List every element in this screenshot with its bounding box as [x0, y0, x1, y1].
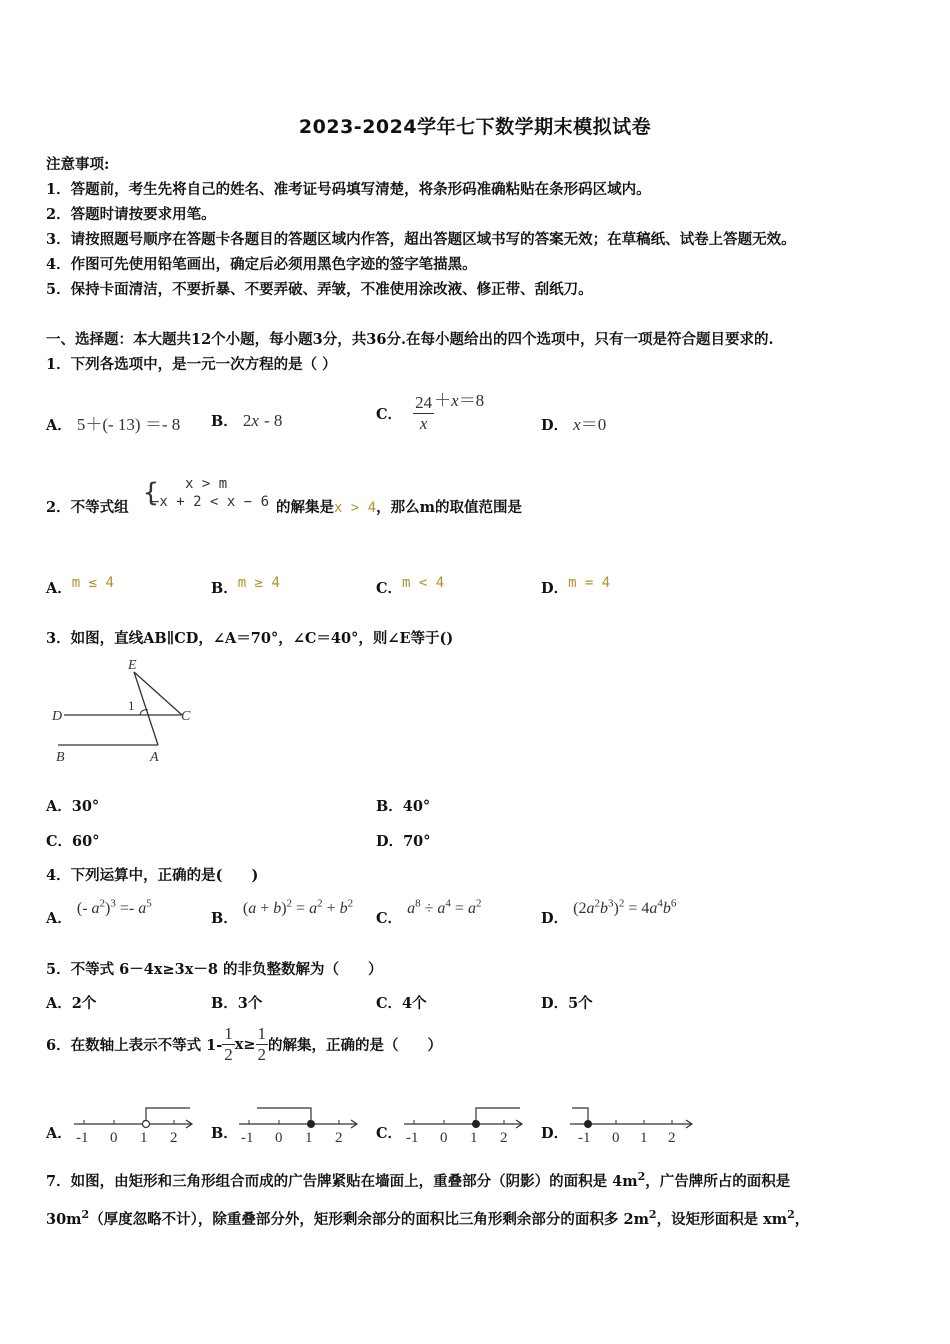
q2-prefix: 2．不等式组 — [46, 499, 129, 516]
q3-option-b[interactable]: B．40° — [376, 798, 431, 815]
tick-label: 0 — [275, 1130, 283, 1146]
q4-option-c[interactable] — [376, 898, 481, 928]
q1-option-b[interactable] — [211, 410, 282, 431]
q1-a-expr: 5＋(- 13) ＝- 8 — [76, 415, 181, 434]
q3-figure — [46, 656, 206, 768]
q6-label-d[interactable]: D． — [541, 1125, 569, 1142]
q2-condition: x > 4 — [334, 500, 377, 516]
q2-line2: −x + 2 < x − 6 — [151, 494, 270, 510]
tick-label: -1 — [406, 1130, 419, 1146]
tick-label: 1 — [640, 1130, 648, 1146]
option-label: D． — [541, 417, 569, 434]
tick-label: 2 — [170, 1130, 178, 1146]
q2-middle — [276, 496, 522, 517]
tick-label: -1 — [578, 1130, 591, 1146]
q6-mid: x≥ — [234, 1036, 256, 1053]
q2-option-c[interactable] — [376, 572, 444, 598]
option-label: C． — [376, 910, 403, 927]
q1-b-coef: 2 — [242, 411, 252, 430]
q1-d-var: x — [573, 415, 581, 434]
q1-c-var: x — [451, 391, 459, 410]
q7-sup: 2 — [648, 1208, 657, 1222]
q6-numberline-a[interactable] — [70, 1100, 196, 1146]
tick-label: 1 — [470, 1130, 478, 1146]
q4-option-b[interactable] — [211, 898, 353, 928]
q6-label-a[interactable]: A． — [46, 1125, 72, 1142]
option-label: C． — [376, 580, 403, 597]
q4-b-expr: $(a + b)^2 = a^2 + b^2$ — [242, 897, 354, 917]
q4-stem: 4．下列运算中，正确的是( ) — [46, 867, 259, 884]
q1-option-d[interactable] — [541, 410, 606, 435]
q6-label-c[interactable]: C． — [376, 1125, 403, 1142]
q2-option-b[interactable] — [211, 572, 280, 598]
q1-c-eq: ＝8 — [458, 391, 485, 410]
closed-point — [308, 1121, 315, 1128]
option-label: C． — [376, 406, 403, 423]
q7-text: 30m — [46, 1211, 82, 1228]
q6-fraction-2 — [256, 1024, 269, 1065]
q6-label-b[interactable]: B． — [211, 1125, 238, 1142]
option-label: A． — [46, 417, 72, 434]
q7-sup: 2 — [637, 1170, 646, 1184]
q1-b-rest: - 8 — [264, 411, 283, 430]
q2-c: m < 4 — [402, 575, 445, 591]
option-label: D． — [541, 910, 569, 927]
label-c: C — [181, 709, 191, 724]
tick-label: -1 — [241, 1130, 254, 1146]
notes-heading: 注意事项: — [46, 156, 110, 173]
q1-c-plus: ＋ — [434, 391, 452, 410]
solution-ray — [146, 1108, 190, 1120]
closed-point — [473, 1121, 480, 1128]
tick-label: 1 — [140, 1130, 148, 1146]
note-item: 1．答题前，考生先将自己的姓名、准考证号码填写清楚，将条形码准确粘贴在条形码区域内。 — [46, 181, 651, 198]
tick-label: 2 — [335, 1130, 343, 1146]
q6-fraction — [222, 1024, 235, 1065]
q2-a: m ≤ 4 — [71, 575, 114, 591]
q7-sup: 2 — [81, 1208, 90, 1222]
q1-c-den: x — [419, 414, 428, 433]
q4-d-expr: $(2a^2b^3)^2 = 4a^4b^6$ — [573, 897, 677, 917]
q2-b: m ≥ 4 — [237, 575, 280, 591]
q4-option-d[interactable] — [541, 898, 676, 928]
q4-c-expr: $a^8 \div a^4 = a^2$ — [407, 897, 482, 917]
q7-text: ， — [794, 1211, 810, 1228]
option-label: A． — [46, 580, 72, 597]
q6-numberline-b[interactable] — [235, 1100, 361, 1146]
section-heading: 一、选择题：本大题共12个小题，每小题3分，共36分.在每小题给出的四个选项中，只有一项是符合题目要求的. — [46, 331, 774, 348]
option-label: A． — [46, 910, 72, 927]
q2-middle-text: 的解集是 — [276, 499, 334, 516]
q7-text: ，广告牌所占的面积是 — [645, 1173, 791, 1190]
q1-option-c[interactable] — [376, 386, 484, 434]
q2-d: m = 4 — [568, 575, 611, 591]
q5-stem: 5．不等式 6－4x≥3x－8 的非负整数解为（ ） — [46, 961, 383, 978]
note-item: 4．作图可先使用铅笔画出，确定后必须用黑色字迹的签字笔描黑。 — [46, 256, 477, 273]
label-a: A — [150, 750, 159, 765]
q1-b-var: x — [251, 411, 259, 430]
open-point — [143, 1121, 150, 1128]
solution-ray — [476, 1108, 520, 1120]
q7-text: ，设矩形面积是 xm — [656, 1211, 788, 1228]
brace-icon: { — [143, 478, 159, 508]
option-label: B． — [211, 413, 238, 430]
label-b: B — [56, 750, 65, 765]
q5-option-a[interactable]: A．2个 — [46, 995, 97, 1012]
note-item: 2．答题时请按要求用笔。 — [46, 206, 216, 223]
q6-numberline-d[interactable] — [566, 1100, 696, 1146]
q6-suffix: 的解集，正确的是（ ） — [268, 1037, 443, 1054]
note-item: 5．保持卡面清洁，不要折暴、不要弄破、弄皱，不准使用涂改液、修正带、刮纸刀。 — [46, 281, 593, 298]
q6-numberline-c[interactable] — [400, 1100, 526, 1146]
q7-line1 — [46, 1170, 790, 1191]
label-d: D — [52, 709, 63, 724]
q1-c-fraction — [413, 393, 434, 434]
solution-ray — [257, 1108, 311, 1120]
q3-option-c[interactable]: C．60° — [46, 833, 100, 850]
page-title: 2023-2024学年七下数学期末模拟试卷 — [298, 116, 652, 138]
q6-prefix: 6．在数轴上表示不等式 1- — [46, 1037, 223, 1054]
tick-label: 2 — [668, 1130, 676, 1146]
q1-stem: 1．下列各选项中，是一元一次方程的是（ ） — [46, 356, 337, 373]
q1-c-num: 24 — [415, 393, 433, 412]
q2-inequality-system — [143, 474, 273, 514]
q3-stem: 3．如图，直线AB∥CD，∠A＝70°，∠C＝40°，则∠E等于() — [46, 630, 454, 647]
q2-option-d[interactable] — [541, 572, 610, 598]
q7-text: （厚度忽略不计），除重叠部分外，矩形剩余部分的面积比三角形剩余部分的面积多 2m — [89, 1211, 649, 1228]
label-e: E — [128, 658, 137, 673]
tick-label: 1 — [305, 1130, 313, 1146]
q7-sup: 2 — [787, 1208, 795, 1222]
option-label: B． — [211, 580, 238, 597]
option-label: B． — [211, 910, 238, 927]
option-label: D． — [541, 580, 569, 597]
q2-line1: x > m — [185, 476, 228, 492]
tick-label: 0 — [612, 1130, 620, 1146]
q5-option-c[interactable]: C．4个 — [376, 995, 427, 1012]
q4-option-a[interactable] — [46, 898, 152, 928]
q6-stem — [46, 1024, 442, 1065]
tick-label: 0 — [110, 1130, 118, 1146]
q2-option-a[interactable] — [46, 572, 114, 598]
q3-option-a[interactable]: A．30° — [46, 798, 100, 815]
q1-option-a[interactable] — [46, 410, 180, 435]
frac-num: 1 — [224, 1024, 233, 1043]
tick-label: 0 — [440, 1130, 448, 1146]
q1-d-eq: ＝0 — [580, 415, 607, 434]
frac-num: 1 — [257, 1024, 267, 1043]
closed-point — [585, 1121, 592, 1128]
q4-a-expr: (- $a^2)^3 =- a^5$ — [76, 897, 152, 917]
frac-den: 2 — [224, 1045, 233, 1064]
q7-line2 — [46, 1208, 809, 1229]
tick-label: -1 — [76, 1130, 89, 1146]
note-item: 3．请按照题号顺序在答题卡各题目的答题区域内作答，超出答题区域书写的答案无效；在草稿纸、试卷上答题无效。 — [46, 231, 796, 248]
label-angle-1: 1 — [128, 698, 135, 713]
frac-den: 2 — [257, 1045, 267, 1064]
q3-option-d[interactable]: D．70° — [376, 833, 431, 850]
solution-ray — [572, 1108, 588, 1120]
q7-text: 7．如图，由矩形和三角形组合而成的广告牌紧贴在墙面上，重叠部分（阴影）的面积是 4m — [46, 1173, 638, 1190]
q2-suffix: ，那么m的取值范围是 — [376, 499, 522, 516]
q5-option-b[interactable]: B．3个 — [211, 995, 263, 1012]
tick-label: 2 — [500, 1130, 508, 1146]
q5-option-d[interactable]: D．5个 — [541, 995, 593, 1012]
